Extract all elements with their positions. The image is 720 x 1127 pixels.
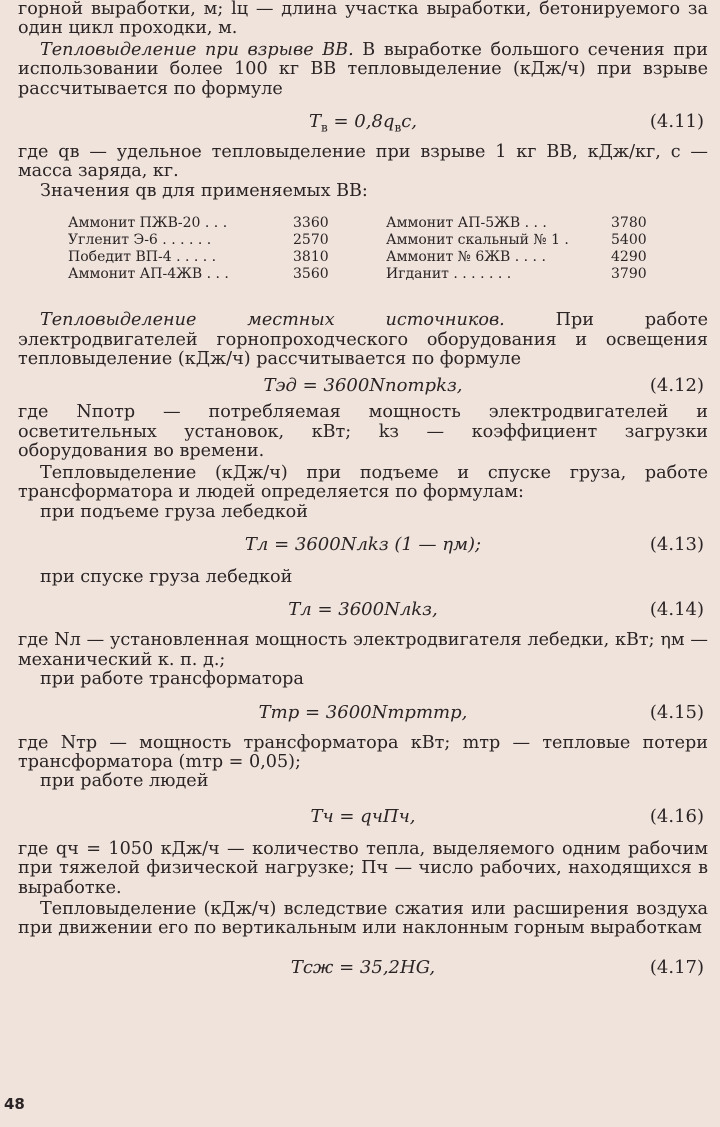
equation-number: (4.13) xyxy=(649,533,704,555)
equation-number: (4.15) xyxy=(649,701,704,723)
explosive-name: Победит ВП-4 . . . . . xyxy=(68,249,217,266)
formula-4-15-expr: Tтр = 3600Nтрmтр, xyxy=(258,701,468,723)
equation-number: (4.12) xyxy=(649,375,704,397)
section-heading-explosion: Тепловыделение при взрыве ВВ. xyxy=(40,39,354,60)
paragraph-qv-def: где qв — удельное тепловыделение при взрыве 1 кг ВВ, кДж/кг, c — масса заряда, кг. xyxy=(18,142,708,182)
formula-4-15 xyxy=(18,696,708,730)
formula-4-11-lhs-sub: в xyxy=(320,120,328,135)
explosive-value: 4290 xyxy=(611,249,647,266)
paragraph-qch-def: где qч = 1050 кДж/ч — количество тепла, выделяемого одним рабочим при тяжелой физической нагрузке; Пч — число рабочих, находящихся в выработке. xyxy=(18,838,708,898)
paragraph-lift-heat: Тепловыделение (кДж/ч) при подъеме и спуске груза, работе трансформатора и людей определяется по формулам: xyxy=(18,462,708,503)
paragraph-transformer: при работе трансформатора xyxy=(40,669,304,690)
formula-4-12 xyxy=(18,369,708,403)
formula-4-16 xyxy=(18,800,708,834)
equation-number: (4.17) xyxy=(649,956,704,978)
paragraph-local-text: При работе электродвигателей горнопроходческого оборудования и освещения тепловыделение (кДж/ч) рассчитывается по формуле xyxy=(18,310,708,370)
paragraph-explosion-heat xyxy=(18,41,708,99)
equation-number: (4.16) xyxy=(649,805,704,827)
paragraph-lift-down: при спуске груза лебедкой xyxy=(40,566,293,587)
formula-4-17 xyxy=(18,951,708,985)
explosive-name: Угленит Э-6 . . . . . . xyxy=(68,232,212,249)
formula-4-11-rhs: = 0,8q xyxy=(327,111,395,133)
formula-4-11-rhs-tail: c, xyxy=(401,111,418,133)
paragraph-people: при работе людей xyxy=(40,771,209,792)
explosives-column-right xyxy=(386,215,704,283)
paragraph-npotr-def: где Nпотр — потребляемая мощность электродвигателей и осветительных установок, кВт; kз — коэффициент загрузки оборудования во времени. xyxy=(18,402,708,462)
explosive-name: Аммонит АП-4ЖВ . . . xyxy=(68,266,229,283)
explosive-row-right xyxy=(386,215,704,232)
explosive-row-right xyxy=(386,232,704,249)
explosive-row-right xyxy=(386,266,704,283)
explosive-value: 3810 xyxy=(293,249,329,266)
explosive-row-left xyxy=(68,249,386,266)
explosive-value: 3780 xyxy=(611,215,647,232)
explosive-name: Игданит . . . . . . . xyxy=(386,266,512,283)
page-number: 48 xyxy=(4,1095,25,1113)
explosive-value: 3560 xyxy=(293,266,329,283)
explosive-value: 3790 xyxy=(611,266,647,283)
book-page xyxy=(18,0,708,1127)
explosive-row-right xyxy=(386,249,704,266)
explosive-name: Аммонит ПЖВ-20 . . . xyxy=(68,215,228,232)
explosive-value: 3360 xyxy=(293,215,329,232)
formula-4-14-expr: Tл = 3600Nлkз, xyxy=(288,599,438,621)
explosive-name: Аммонит АП-5ЖВ . . . xyxy=(386,215,547,232)
formula-4-12-expr: Tэд = 3600Nпотрkз, xyxy=(263,375,463,397)
paragraph-nl-def: где Nл — установленная мощность электродвигателя лебедки, кВт; ηм — механический к. п. д.; xyxy=(18,630,708,670)
formula-4-17-expr: Tсж = 35,2HG, xyxy=(290,956,436,978)
paragraph-explosion-text: В выработке большого сечения при использовании более 100 кг ВВ тепловыделение (кДж/ч) при взрыве рассчитывается по формуле xyxy=(18,39,708,99)
section-heading-local: Тепловыделение местных источников. xyxy=(40,310,505,331)
explosive-row-left xyxy=(68,232,386,249)
equation-number: (4.11) xyxy=(649,111,704,133)
explosive-value: 2570 xyxy=(293,232,329,249)
paragraph-qv-values: Значения qв для применяемых ВВ: xyxy=(40,180,368,201)
formula-4-13-expr: Tл = 3600Nлkз (1 — ηм); xyxy=(244,533,482,555)
formula-4-14 xyxy=(18,593,708,627)
formula-4-11-rhs-sub: в xyxy=(394,120,402,135)
explosive-row-left xyxy=(68,215,386,232)
equation-number: (4.14) xyxy=(649,599,704,621)
formula-4-13 xyxy=(18,528,708,562)
formula-4-11-lhs: T xyxy=(308,111,321,133)
paragraph-compression: Тепловыделение (кДж/ч) вследствие сжатия или расширения воздуха при движении его по вертикальным или наклонным горным выработкам xyxy=(18,898,708,939)
paragraph-local-sources xyxy=(18,311,708,369)
explosive-value: 5400 xyxy=(611,232,647,249)
paragraph-lift-up: при подъеме груза лебедкой xyxy=(40,501,309,522)
explosive-name: Аммонит № 6ЖВ . . . . xyxy=(386,249,546,266)
explosive-row-left xyxy=(68,266,386,283)
formula-4-16-expr: Tч = qчПч, xyxy=(310,805,416,827)
formula-4-11 xyxy=(18,105,708,139)
paragraph-continuation: горной выработки, м; lц — длина участка выработки, бетонируемого за один цикл проходки, м. xyxy=(18,0,708,39)
paragraph-ntr-def: где Nтр — мощность трансформатора кВт; mтр — тепловые потери трансформатора (mтр = 0,05); xyxy=(18,732,708,772)
explosives-column-left xyxy=(68,215,386,283)
explosive-name: Аммонит скальный № 1 . xyxy=(386,232,569,249)
explosives-table xyxy=(68,215,708,283)
